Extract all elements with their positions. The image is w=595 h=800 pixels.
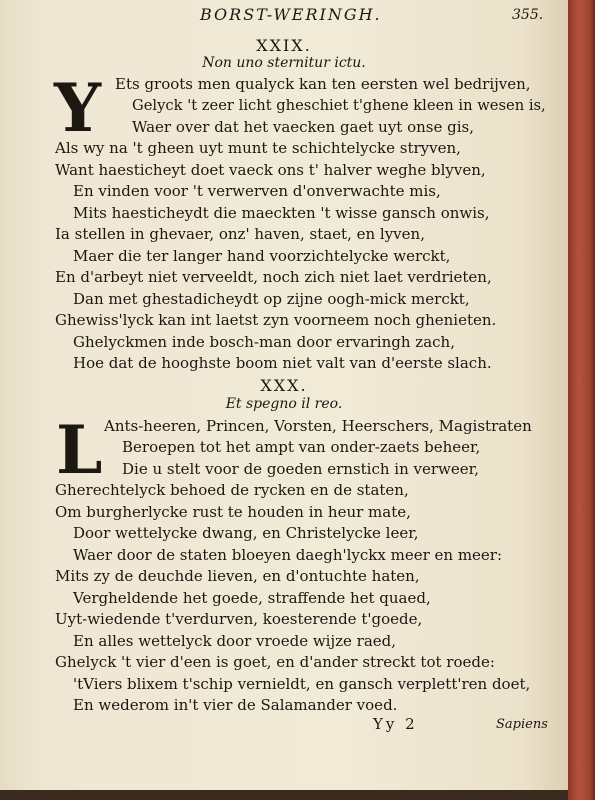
section-motto: Et spegno il reo. — [225, 396, 343, 412]
signature-mark: Yy 2 — [373, 715, 418, 734]
poem-line: Om burgherlycke rust te houden in heur mate, — [55, 502, 411, 521]
page-number: 355. — [512, 7, 544, 23]
section-number: XXIX. — [256, 35, 312, 55]
page-bottom-shadow — [0, 790, 568, 800]
poem-line: Maer die ter langer hand voorzichtelycke werckt, — [73, 246, 451, 265]
poem-line: Dan met ghestadicheydt op zijne oogh-mick merckt, — [73, 289, 470, 308]
poem-line: Want haesticheyt doet vaeck ons t' halver weghe blyven, — [55, 160, 486, 179]
poem-line: Beroepen tot het ampt van onder-zaets beheer, — [122, 438, 481, 457]
poem-line: Ants-heeren, Princen, Vorsten, Heerschers, Magistraten — [104, 416, 532, 435]
poem-line: Ghelyck 't vier d'een is goet, en d'ander streckt tot roede: — [55, 653, 495, 671]
drop-cap: L — [56, 410, 103, 489]
page-header — [0, 3, 568, 25]
poem-line: Ets groots men qualyck kan ten eersten wel bedrijven, — [115, 74, 531, 93]
section-motto: Non uno sternitur ictu. — [202, 55, 366, 72]
poem-line: Die u stelt voor de goeden ernstich in verweer, — [122, 459, 479, 478]
poem-line: Door wettelycke dwang, en Christelycke leer, — [73, 524, 419, 543]
drop-cap: Y — [54, 68, 102, 147]
poem-line: Uyt-wiedende t'verdurven, koesterende t'goede, — [55, 610, 423, 628]
poem-line: Vergheldende het goede, straffende het quaed, — [73, 588, 431, 607]
catchword: Sapiens — [496, 717, 548, 733]
poem-line: Gherechtelyck behoed de rycken en de staten, — [55, 481, 409, 500]
poem-line: Waer over dat het vaecken gaet uyt onse gis, — [132, 117, 475, 136]
poem-line: Als wy na 't gheen uyt munt te schichtelycke stryven, — [55, 139, 461, 158]
poem-line: Ghelyckmen inde bosch-man door ervaringh zach, — [73, 332, 455, 351]
poem-line: Ghewiss'lyck kan int laetst zyn voorneem noch ghenieten. — [55, 311, 497, 330]
poem-line: Hoe dat de hooghste boom niet valt van d'eerste slach. — [73, 354, 492, 373]
poem-line: En vinden voor 't verwerven d'onverwachte mis, — [73, 182, 441, 201]
poem-line: Mits zy de deuchde lieven, en d'ontuchte haten, — [55, 567, 420, 586]
poem-line: Mits haesticheydt die maeckten 't wisse gansch onwis, — [73, 203, 490, 222]
poem-line: En wederom in't vier de Salamander voed. — [73, 696, 398, 714]
poem-line: 'tViers blixem t'schip vernieldt, en gansch verplett'ren doet, — [73, 674, 531, 693]
poem-line: En d'arbeyt niet verveeldt, noch zich niet laet verdrieten, — [55, 268, 492, 287]
poem-line: Ia stellen in ghevaer, onz' haven, staet, en lyven, — [55, 225, 425, 244]
page-edge — [568, 0, 595, 800]
running-title: BORST-WERINGH. — [200, 5, 382, 24]
poem-line: En alles wettelyck door vroede wijze raed, — [73, 631, 397, 650]
poem-line: Gelyck 't zeer licht gheschiet t'ghene kleen in wesen is, — [132, 96, 546, 115]
section-number: XXX. — [260, 376, 308, 396]
poem-line: Waer door de staten bloeyen daegh'lyckx meer en meer: — [73, 545, 503, 564]
